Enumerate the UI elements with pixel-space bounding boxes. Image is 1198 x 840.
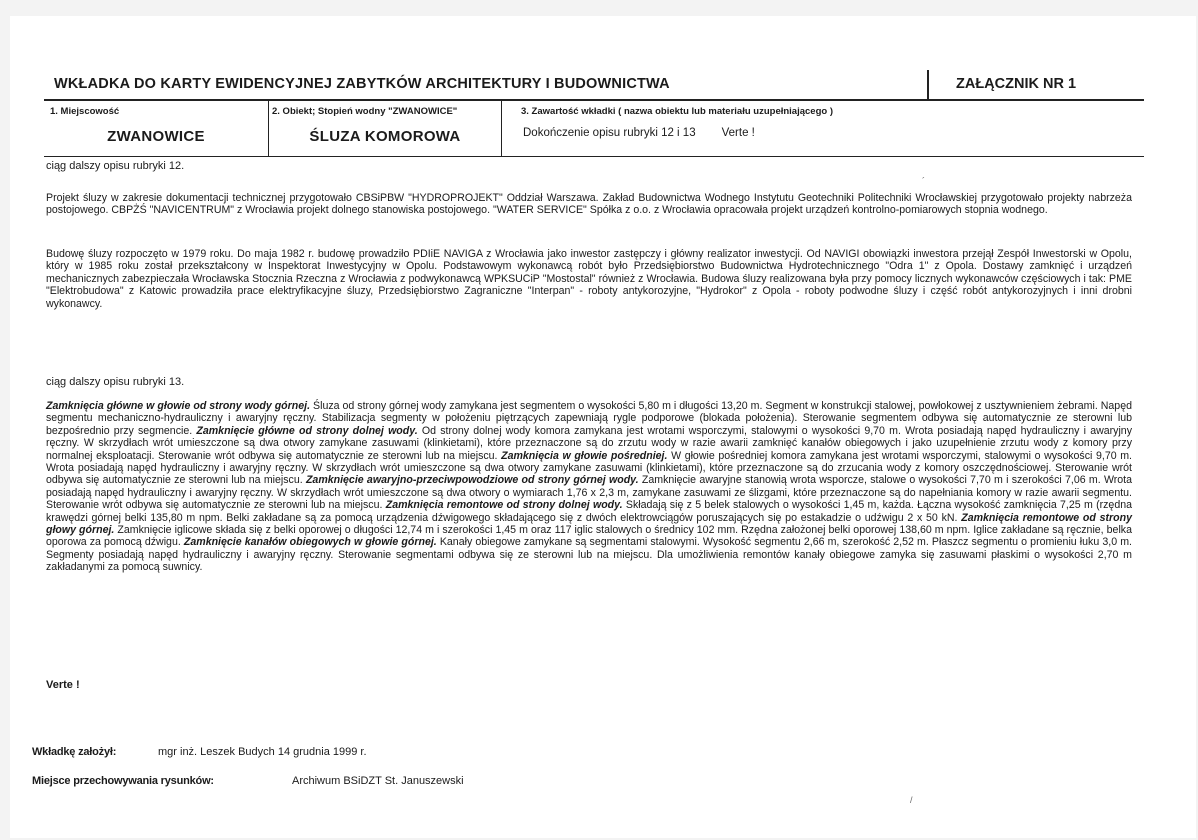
section13-t4: Zamknięcie awaryjne stanowią wrota wsporcze, stalowe o wysokości 7,70 m i szerokości 7,06 m. Wrota posiadają napęd hydrauliczny i awaryjny ręczny. W skrzydłach wrót umieszczone są dwa otwory o wymiarach 1,76 x 2,3 m, zamykane zasuwami ze ślizgami, które przeznaczone są do napełniania komory w razie awarii segmentu. Sterowanie wrót odbywa się automatycznie ze sterowni lub na miejscu. xyxy=(46,474,1133,512)
object-value: ŚLUZA KOMOROWA xyxy=(309,128,461,145)
section12-p1-text: Projekt śluzy w zakresie dokumentacji technicznej przygotowało CBSiPBW "HYDROPROJEKT" Oddział Warszawa. Zakład Budownictwa Wodnego Instytutu Geotechniki Politechniki Wrocławskiej przygotowało projekty nabrzeża postojowego. CBPŻŚ "NAVICENTRUM" z Wrocławia projekt dolnego stanowiska postojowego. "WATER SERVICE" Spółka z o.o. z Wrocławia opracowała projekt urządzeń kontrolno-pomiarowych stopnia wodnego. xyxy=(46,192,1132,217)
section13-h7: Zamknięcie kanałów obiegowych w głowie górnej. xyxy=(183,536,437,549)
author-value: mgr inż. Leszek Budych 14 grudnia 1999 r. xyxy=(158,746,367,758)
annex-number: ZAŁĄCZNIK NR 1 xyxy=(956,76,1077,92)
section13-t1: Śluza od strony górnej wody zamykana jest segmentem o wysokości 5,80 m i długości 13,20 m. Segment w konstrukcji stalowej, powłokowej z usztywnieniem żebrami. Napęd segmentu mechaniczno-hydrauliczny i awaryjny ręczny. Stabilizacja segmenty w położeniu piętrzących zapewniają rygle podporowe (blokada położenia). Sterowanie segmentem odbywa się automatycznie ze sterowni lub bezpośrednio przy segmencie. xyxy=(46,400,1132,437)
author-label: Wkładkę założył: xyxy=(32,746,117,758)
section13-text xyxy=(46,400,1132,574)
document-title: WKŁADKA DO KARTY EWIDENCYJNEJ ZABYTKÓW ARCHITEKTURY I BUDOWNICTWA xyxy=(54,76,670,92)
section13-t2: Od strony dolnej wody komora zamykana jest wrotami wsporczymi, stalowymi o wysokości 9,70 m. Wrota posiadają napęd hydrauliczny i awaryjny ręczny. W skrzydłach wrót umieszczone są dwa otwory zamykane zasuwami (klinkietami), które przeznaczone są do zrzutu wody w razie awarii zamknięć kanałów obiegowych i jako uzupełnienie zrzutu wody z komory przy normalnej eksploatacji. Sterowanie wrót odbywa się automatycznie ze sterowni lub na miejscu. xyxy=(46,424,1132,462)
content-label: 3. Zawartość wkładki ( nazwa obiektu lub materiału uzupełniającego ) xyxy=(521,106,833,117)
section13-h3: Zamknięcia w głowie pośredniej. xyxy=(501,449,668,462)
section12-p2-text: Budowę śluzy rozpoczęto w 1979 roku. Do maja 1982 r. budowę prowadziło PDIiE NAVIGA z Wrocławia jako inwestor zastępczy i główny realizator inwestycji. Od NAVIGI obowiązki inwestora przejął Zespół Inwestorski w Opolu, który w 1985 roku został przekształcony w Inspektorat Inwestycyjny w Opolu. Podstawowym wykonawcą robót było Przedsiębiorstwo Budownictwa Hydrotechnicznego "Odra 1" z Opola. Dostawy zamknięć i urządzeń mechanicznych zabezpieczała Wrocławska Stocznia Rzeczna z Wrocławia z podwykonawcą WPKSUCiP "Mostostal" również z Wrocławia. Budowa śluzy realizowana była przy pomocy licznych wykonawców częściowych i tak: PME "Elektrobudowa" z Katowic prowadziła prace elektryfikacyjne śluzy, Przedsiębiorstwo Zagraniczne "Interpan" - roboty antykorozyjne, "Hydrokor" z Opola - roboty podwodne śluzy i część robót antykorozyjnych i inni drobni wykonawcy. xyxy=(46,248,1132,310)
locality-label: 1. Miejscowość xyxy=(50,106,120,117)
locality-value: ZWANOWICE xyxy=(107,128,205,145)
fields-row xyxy=(44,101,1144,157)
content-verte: Verte ! xyxy=(721,127,755,139)
section13-h1: Zamknięcia główne w głowie od strony wody górnej. xyxy=(46,400,311,412)
storage-line xyxy=(32,775,464,787)
section12-paragraph-1 xyxy=(46,192,1132,217)
verte-note: Verte ! xyxy=(46,679,80,691)
section13-t6: Zamknięcie iglicowe składa się z belki oporowej o długości 12,74 m i szerokości 1,45 m oraz 117 iglic stalowych o średnicy 102 mm. Rzędna założonej belki oporowej 138,60 m npm. Iglice zakładane są ręcznie, belka oporowa za pomocą dźwigu. xyxy=(46,524,1132,549)
scan-mark: ´ xyxy=(922,176,925,186)
content-value: Dokończenie opisu rubryki 12 i 13 xyxy=(523,127,696,139)
locality-cell xyxy=(44,101,269,156)
object-label: 2. Obiekt; Stopień wodny "ZWANOWICE" xyxy=(272,106,458,117)
object-cell xyxy=(269,101,502,156)
section13-h6: Zamknięcia remontowe od strony głowy górnej. xyxy=(46,511,1132,537)
section13-t3: W głowie pośredniej komora zamykana jest wrotami wsporczymi, stalowymi o wysokości 9,70 m. Wrota posiadają napęd hydrauliczny i awaryjny ręczny. W skrzydłach wrót umieszczone są dwa otwory zamykane zasuwami (klinkietami), które przeznaczone są do zrzucania wody z komory oszczędnościowej. Sterowanie wrót odbywa się automatycznie ze sterowni lub na miejscu. xyxy=(46,449,1133,487)
section12-heading: ciąg dalszy opisu rubryki 12. xyxy=(46,160,185,172)
section13-t5: Składają się z 5 belek stalowych o wysokości 1,45 m, każda. Łączna wysokość zamknięcia 7,25 m (rzędna krawędzi górnej belki 135,80 m npm. Belki zakładane są za pomocą urządzenia dźwigowego składającego się z dwóch elektrowciągów poruszających się po estakadzie o udźwigu 2 x 50 kN. xyxy=(46,499,1132,524)
section13-t7: Kanały obiegowe zamykane są segmentami stalowymi. Wysokość segmentu 2,66 m, szerokość 2,52 m. Płaszcz segmentu o promieniu łuku 3,0 m. Segmenty posiadają napęd hydrauliczny i awaryjny ręczny. Sterowanie segmentami odbywa się ze sterowni lub na miejscu. Dla umożliwienia remontów kanały obiegowe zamyka się zasuwami płaskimi o wysokości 2,70 m zakładanymi za pomocą suwnicy. xyxy=(46,536,1132,574)
section13-h5: Zamknięcia remontowe od strony dolnej wody. xyxy=(385,499,623,512)
storage-value: Archiwum BSiDZT St. Januszewski xyxy=(292,775,464,787)
section12-paragraph-2 xyxy=(46,248,1132,310)
section13-h4: Zamknięcie awaryjno-przeciwpowodziowe od strony górnej wody. xyxy=(305,474,639,487)
storage-label: Miejsce przechowywania rysunków: xyxy=(32,775,214,787)
content-value-line xyxy=(523,127,755,139)
section13-h2: Zamknięcie główne od strony dolnej wody. xyxy=(196,424,418,437)
section13-paragraph xyxy=(46,400,1132,574)
header-divider xyxy=(927,70,929,101)
section13-heading: ciąg dalszy opisu rubryki 13. xyxy=(46,376,185,388)
content-cell xyxy=(503,101,1143,156)
scan-mark: / xyxy=(910,795,913,805)
author-line xyxy=(32,746,367,758)
document-header xyxy=(44,70,1144,101)
